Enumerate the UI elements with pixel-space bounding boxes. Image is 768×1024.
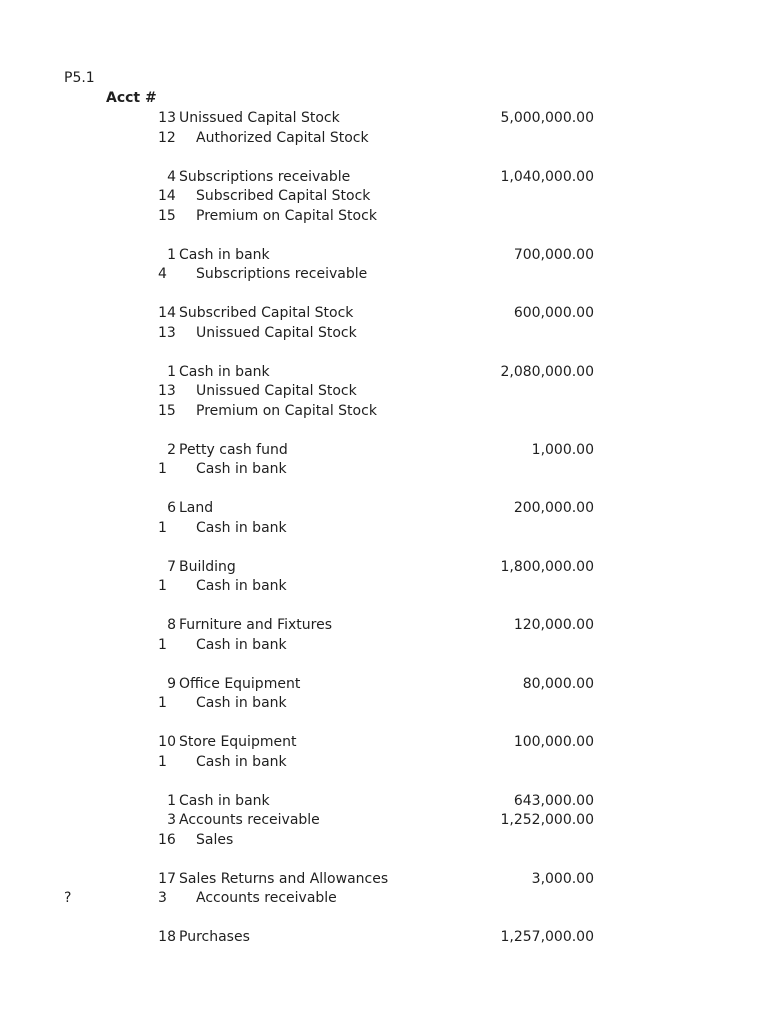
- account-number: 13: [158, 110, 176, 126]
- account-title: Office Equipment: [179, 675, 301, 692]
- debit-entry-row: [0, 169, 768, 189]
- credit-entry-row: [0, 130, 768, 150]
- debit-entry-row: [0, 364, 768, 384]
- account-number: 13: [158, 324, 176, 341]
- debit-entry-row: [0, 500, 768, 520]
- account-number: 15: [158, 207, 176, 224]
- credit-entry-row: [0, 208, 768, 228]
- debit-entry-row: [0, 617, 768, 637]
- blank-row: [0, 422, 768, 442]
- blank-row: [0, 286, 768, 306]
- account-number: 16: [158, 831, 176, 848]
- account-number: 14: [158, 188, 176, 204]
- debit-amount: 3,000.00: [531, 870, 594, 887]
- account-title: Furniture and Fixtures: [179, 617, 333, 633]
- credit-entry-row: [0, 383, 768, 403]
- account-title: Unissued Capital Stock: [179, 110, 340, 126]
- account-title: Cash in bank: [196, 461, 287, 477]
- account-title: Cash in bank: [179, 246, 270, 263]
- debit-entry-row: [0, 929, 768, 949]
- account-title: Subscribed Capital Stock: [179, 305, 354, 321]
- debit-entry-row: [0, 559, 768, 579]
- account-title: Subscriptions receivable: [196, 266, 368, 282]
- debit-amount: 1,000.00: [531, 441, 594, 458]
- problem-label: P5.1: [64, 70, 95, 86]
- debit-entry-row: [0, 676, 768, 696]
- credit-entry-row: [0, 403, 768, 423]
- account-title: Subscriptions receivable: [179, 168, 351, 185]
- debit-amount: 700,000.00: [513, 246, 594, 263]
- debit-amount: 1,257,000.00: [500, 929, 594, 945]
- blank-row: [0, 773, 768, 793]
- credit-entry-row: [0, 461, 768, 481]
- debit-amount: 643,000.00: [513, 792, 594, 809]
- account-title: Cash in bank: [196, 519, 287, 536]
- account-title: Authorized Capital Stock: [196, 129, 369, 146]
- account-number: 1: [158, 519, 167, 536]
- account-title: Land: [179, 500, 214, 516]
- blank-row: [0, 481, 768, 501]
- account-number: 1: [158, 461, 167, 477]
- account-title: Cash in bank: [196, 578, 287, 594]
- debit-amount: 2,080,000.00: [500, 363, 594, 380]
- account-number: 8: [167, 617, 176, 633]
- account-number: 13: [158, 383, 176, 399]
- blank-row: [0, 344, 768, 364]
- account-title: Sales: [196, 831, 234, 848]
- debit-amount: 1,800,000.00: [500, 558, 594, 575]
- row-mark: ?: [64, 890, 72, 906]
- account-number: 6: [167, 500, 176, 516]
- credit-entry-row: [0, 890, 768, 910]
- account-title: Cash in bank: [196, 695, 287, 711]
- account-title: Unissued Capital Stock: [196, 383, 357, 399]
- blank-row: [0, 715, 768, 735]
- account-title: Building: [179, 558, 236, 575]
- account-number: 1: [158, 636, 167, 653]
- account-title: Subscribed Capital Stock: [196, 188, 371, 204]
- blank-row: [0, 149, 768, 169]
- credit-entry-row: [0, 325, 768, 345]
- account-number: 1: [158, 695, 167, 711]
- debit-amount: 80,000.00: [522, 675, 594, 692]
- journal-entries: [0, 110, 768, 949]
- account-number: 1: [167, 246, 176, 263]
- blank-row: [0, 539, 768, 559]
- credit-entry-row: [0, 188, 768, 208]
- account-number: 1: [167, 363, 176, 380]
- account-number: 4: [167, 168, 176, 185]
- blank-row: [0, 656, 768, 676]
- account-number: 1: [167, 792, 176, 809]
- account-number: 4: [158, 266, 167, 282]
- credit-entry-row: [0, 832, 768, 852]
- account-number: 1: [158, 753, 167, 770]
- debit-entry-row: [0, 305, 768, 325]
- account-title: Premium on Capital Stock: [196, 207, 377, 224]
- credit-entry-row: [0, 266, 768, 286]
- account-title: Accounts receivable: [196, 890, 337, 906]
- debit-entry-row: [0, 793, 768, 813]
- credit-entry-row: [0, 637, 768, 657]
- account-title: Premium on Capital Stock: [196, 402, 377, 419]
- account-number: 12: [158, 129, 176, 146]
- account-title: Sales Returns and Allowances: [179, 870, 389, 887]
- debit-amount: 200,000.00: [513, 500, 594, 516]
- blank-row: [0, 851, 768, 871]
- account-number: 1: [158, 578, 167, 594]
- debit-entry-row: [0, 812, 768, 832]
- account-title: Purchases: [179, 929, 250, 945]
- account-number: 3: [158, 890, 167, 906]
- blank-row: [0, 598, 768, 618]
- blank-row: [0, 227, 768, 247]
- account-title: Cash in bank: [179, 792, 270, 809]
- account-title: Cash in bank: [179, 363, 270, 380]
- account-number: 3: [167, 812, 176, 828]
- account-number: 15: [158, 402, 176, 419]
- debit-amount: 600,000.00: [513, 305, 594, 321]
- debit-entry-row: [0, 442, 768, 462]
- credit-entry-row: [0, 754, 768, 774]
- account-number: 9: [167, 675, 176, 692]
- credit-entry-row: [0, 520, 768, 540]
- account-number: 18: [158, 929, 176, 945]
- account-number: 2: [167, 441, 176, 458]
- account-title: Store Equipment: [179, 734, 297, 750]
- debit-amount: 120,000.00: [513, 617, 594, 633]
- debit-entry-row: [0, 110, 768, 130]
- blank-row: [0, 910, 768, 930]
- debit-amount: 1,252,000.00: [500, 812, 594, 828]
- account-title: Cash in bank: [196, 753, 287, 770]
- debit-entry-row: [0, 247, 768, 267]
- debit-amount: 1,040,000.00: [500, 168, 594, 185]
- debit-amount: 100,000.00: [513, 734, 594, 750]
- account-number: 10: [158, 734, 176, 750]
- account-number: 7: [167, 558, 176, 575]
- account-title: Cash in bank: [196, 636, 287, 653]
- credit-entry-row: [0, 695, 768, 715]
- account-number: 17: [158, 870, 176, 887]
- debit-amount: 5,000,000.00: [500, 110, 594, 126]
- account-title: Accounts receivable: [179, 812, 320, 828]
- credit-entry-row: [0, 578, 768, 598]
- account-title: Unissued Capital Stock: [196, 324, 357, 341]
- debit-entry-row: [0, 871, 768, 891]
- acct-column-header: Acct #: [106, 90, 157, 106]
- account-title: Petty cash fund: [179, 441, 288, 458]
- debit-entry-row: [0, 734, 768, 754]
- account-number: 14: [158, 305, 176, 321]
